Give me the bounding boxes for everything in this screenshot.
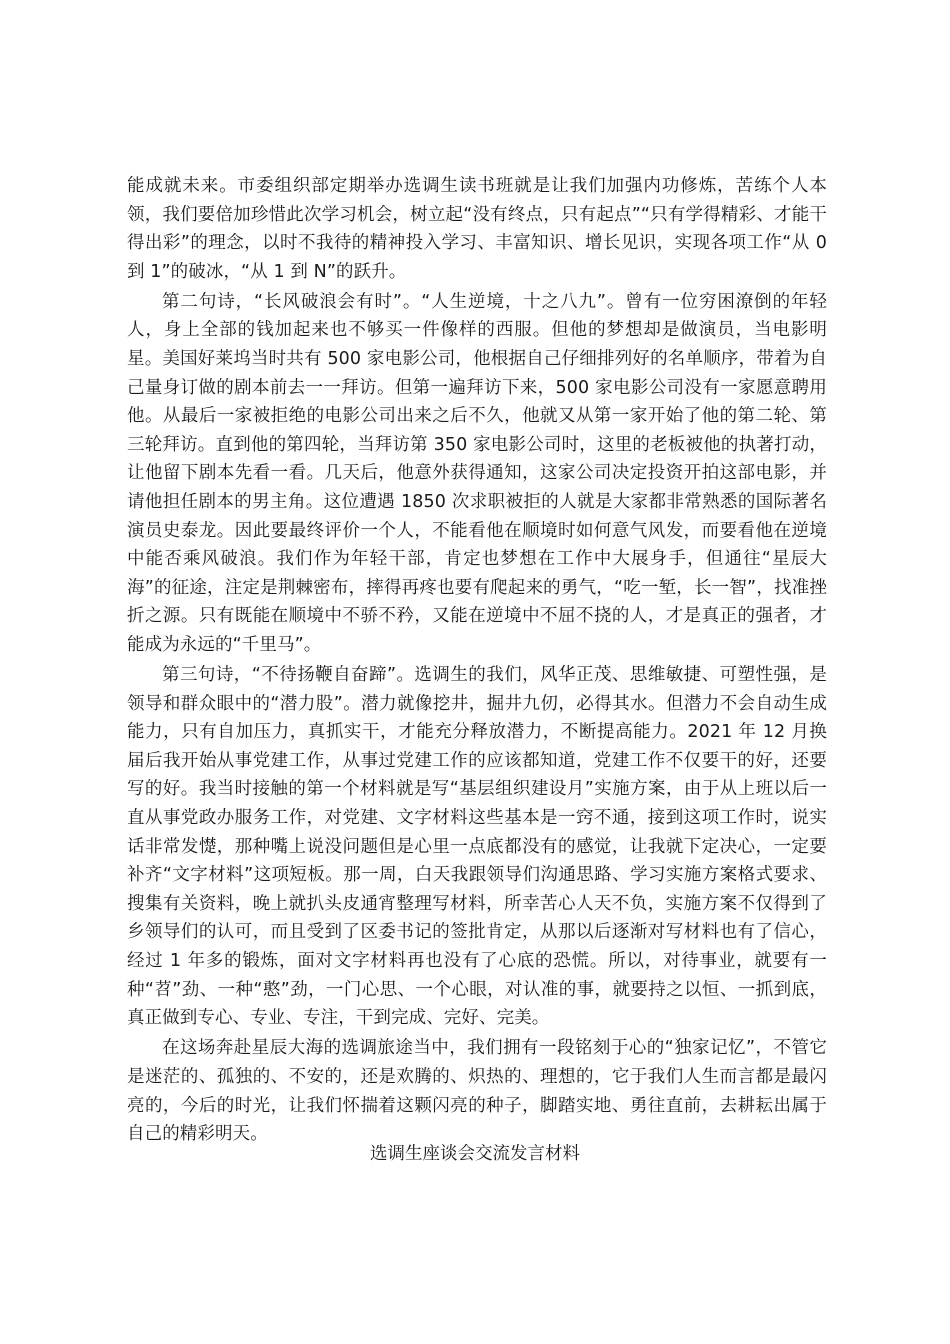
paragraph-third-poem: 第三句诗，“不待扬鞭自奋蹄”。选调生的我们，风华正茂、思维敏捷、可塑性强，是领导和群众眼中的“潜力股”。潜力就像挖井，掘井九仞，必得其水。但潜力不会自动生成能力，只有自加压力，真抓实干，才能充分释放潜力，不断提高能力。2021 年 12 月换届后我开始从事党建工作，从事过党建工作的应该都知道，党建工作不仅要干的好，还要写的好。我当时接触的第一个材料就是写“基层组织建设月”实施方案，由于从上班以后一直从事党政办服务工作，对党建、文字材料这些基本是一窍不通，接到这项工作时，说实话非常发憷，那种嘴上说没问题但是心里一点底都没有的感觉，让我就下定决心，一定要补齐“文字材料”这项短板。那一周，白天我跟领导们沟通思路、学习实施方案格式要求、搜集有关资料，晚上就扒头皮通宵整理写材料，所幸苦心人天不负，实施方案不仅得到了乡领导们的认可，而且受到了区委书记的签批肯定，从那以后逐渐对写材料也有了信心，经过 1 年多的锻炼，面对文字材料再也没有了心底的恐慌。所以，对待事业，就要有一种“苕”劲、一种“憨”劲，一门心思、一个心眼，对认准的事，就要持之以恒、一抓到底，真正做到专心、专业、专注，干到完成、完好、完美。 <box>127 665 827 1029</box>
paragraph-second-poem: 第二句诗，“长风破浪会有时”。“人生逆境，十之八九”。曾有一位穷困潦倒的年轻人，身上全部的钱加起来也不够买一件像样的西服。但他的梦想却是做演员，当电影明星。美国好莱坞当时共有 500 家电影公司，他根据自己仔细排列好的名单顺序，带着为自己量身订做的剧本前去一一拜访。但第一遍拜访下来，500 家电影公司没有一家愿意聘用他。从最后一家被拒绝的电影公司出来之后不久，他就又从第一家开始了他的第二轮、第三轮拜访。直到他的第四轮，当拜访第 350 家电影公司时，这里的老板被他的执著打动，让他留下剧本先看一看。几天后，他意外获得通知，这家公司决定投资开拍这部电影，并请他担任剧本的男主角。这位遭遇 1850 次求职被拒的人就是大家都非常熟悉的国际著名演员史泰龙。因此要最终评价一个人，不能看他在顺境时如何意气风发，而要看他在逆境中能否乘风破浪。我们作为年轻干部，肯定也梦想在工作中大展身手，但通往“星辰大海”的征途，注定是荆棘密布，摔得再疼也要有爬起来的勇气，“吃一堑，长一智”，找准挫折之源。只有既能在顺境中不骄不矜，又能在逆境中不屈不挠的人，才是真正的强者，才能成为永远的“千里马”。 <box>127 291 827 655</box>
paragraph-continuation: 能成就未来。市委组织部定期举办选调生读书班就是让我们加强内功修炼，苦练个人本领，我们要倍加珍惜此次学习机会，树立起“没有终点，只有起点”“只有学得精彩、才能干得出彩”的理念，以时不我待的精神投入学习、丰富知识、增长见识，实现各项工作“从 0 到 1”的破冰，“从 1 到 N”的跃升。 <box>127 176 827 282</box>
paragraph-conclusion: 在这场奔赴星辰大海的选调旅途当中，我们拥有一段铭刻于心的“独家记忆”，不管它是迷茫的、孤独的、不安的，还是欢腾的、炽热的、理想的，它于我们人生而言都是最闪亮的，今后的时光，让我们怀揣着这颗闪亮的种子，脚踏实地、勇往直前，去耕耘出属于自己的精彩明天。 <box>127 1038 827 1145</box>
body-text <box>127 172 827 1150</box>
next-document-title: 选调生座谈会交流发言材料 <box>370 1144 580 1164</box>
